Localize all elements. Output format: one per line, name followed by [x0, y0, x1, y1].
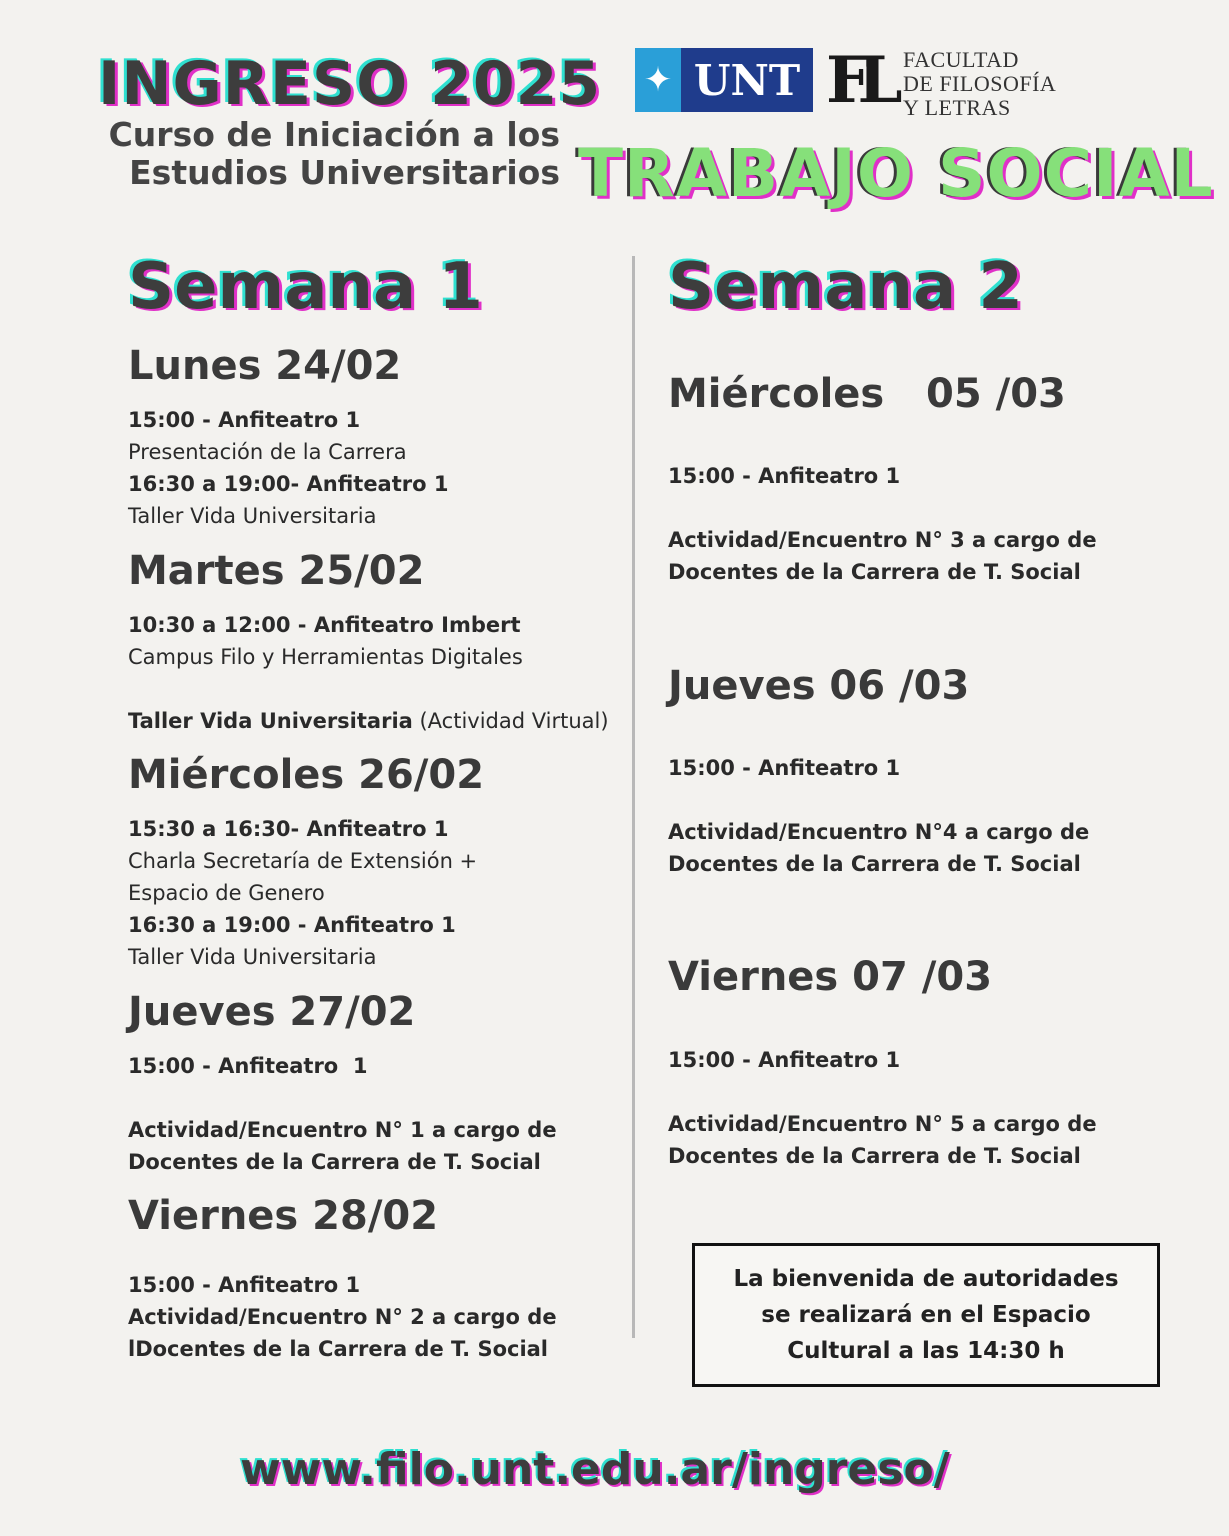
schedule-line: 15:00 - Anfiteatro 1 [128, 1273, 361, 1297]
faculty-monogram: FL [826, 43, 889, 118]
schedule-line: Docentes de la Carrera de T. Social [668, 852, 1081, 876]
day-heading: Viernes 28/02 [128, 1193, 439, 1239]
notice-line: La bienvenida de autoridades [733, 1266, 1119, 1292]
schedule-line: lDocentes de la Carrera de T. Social [128, 1337, 549, 1361]
schedule-line: Actividad/Encuentro N° 2 a cargo de [128, 1305, 557, 1329]
unt-logo-text: UNT [693, 55, 801, 105]
schedule-line: 16:30 a 19:00- Anfiteatro 1 [128, 472, 449, 496]
subtitle-line: Curso de Iniciación a los [108, 115, 560, 154]
day-heading: Jueves 06 /03 [668, 663, 970, 709]
star-icon: ✦ [635, 48, 681, 112]
schedule-line: 15:00 - Anfiteatro 1 [668, 464, 901, 488]
schedule-line: Actividad/Encuentro N° 3 a cargo de [668, 528, 1097, 552]
page-title: INGRESO 2025 [98, 49, 602, 119]
schedule-line: 15:00 - Anfiteatro 1 [668, 1048, 901, 1072]
week2-title: Semana 2 [668, 250, 1023, 324]
schedule-line: Actividad/Encuentro N° 5 a cargo de [668, 1112, 1097, 1136]
notice-line: Cultural a las 14:30 h [787, 1338, 1065, 1364]
schedule-line: Actividad/Encuentro N° 1 a cargo de [128, 1118, 557, 1142]
schedule-line: Presentación de la Carrera [128, 440, 407, 464]
schedule-line: Docentes de la Carrera de T. Social [128, 1150, 541, 1174]
schedule-line-note: (Actividad Virtual) [412, 709, 609, 733]
faculty-name-line: Y LETRAS [903, 95, 1011, 120]
schedule-line: Taller Vida Universitaria [128, 504, 377, 528]
career-title: TRABAJO SOCIAL [578, 135, 1214, 212]
schedule-line: 16:30 a 19:00 - Anfiteatro 1 [128, 913, 456, 937]
schedule-line: Docentes de la Carrera de T. Social [668, 560, 1081, 584]
schedule-line: 10:30 a 12:00 - Anfiteatro Imbert [128, 613, 521, 637]
faculty-name-line: FACULTAD [903, 47, 1019, 72]
schedule-line: 15:00 - Anfiteatro 1 [128, 408, 361, 432]
faculty-name [903, 48, 1056, 120]
schedule-line: Charla Secretaría de Extensión + [128, 849, 478, 873]
schedule-line [128, 705, 609, 737]
schedule-line: 15:00 - Anfiteatro 1 [128, 1054, 368, 1078]
schedule-line: Actividad/Encuentro N°4 a cargo de [668, 820, 1090, 844]
subtitle-line: Estudios Universitarios [129, 153, 560, 192]
column-divider [632, 256, 635, 1338]
notice-line: se realizará en el Espacio [761, 1302, 1091, 1328]
day-heading: Miércoles 05 /03 [668, 371, 1066, 417]
faculty-name-line: DE FILOSOFÍA [903, 71, 1057, 96]
unt-logo [635, 48, 813, 112]
day-heading: Martes 25/02 [128, 548, 425, 594]
day-heading: Viernes 07 /03 [668, 954, 993, 1000]
week1-title: Semana 1 [128, 250, 483, 324]
welcome-notice [692, 1243, 1160, 1387]
day-heading: Jueves 27/02 [128, 989, 416, 1035]
page-subtitle [108, 116, 560, 192]
day-heading: Miércoles 26/02 [128, 752, 485, 798]
schedule-line: 15:00 - Anfiteatro 1 [668, 756, 901, 780]
schedule-line: Taller Vida Universitaria [128, 945, 377, 969]
schedule-line-bold: Taller Vida Universitaria [128, 709, 413, 733]
schedule-line: Campus Filo y Herramientas Digitales [128, 645, 523, 669]
website-link[interactable]: www.filo.unt.edu.ar/ingreso/ [240, 1444, 950, 1495]
schedule-line: Espacio de Genero [128, 881, 325, 905]
schedule-line: Docentes de la Carrera de T. Social [668, 1144, 1081, 1168]
day-heading: Lunes 24/02 [128, 343, 402, 389]
schedule-line: 15:30 a 16:30- Anfiteatro 1 [128, 817, 449, 841]
